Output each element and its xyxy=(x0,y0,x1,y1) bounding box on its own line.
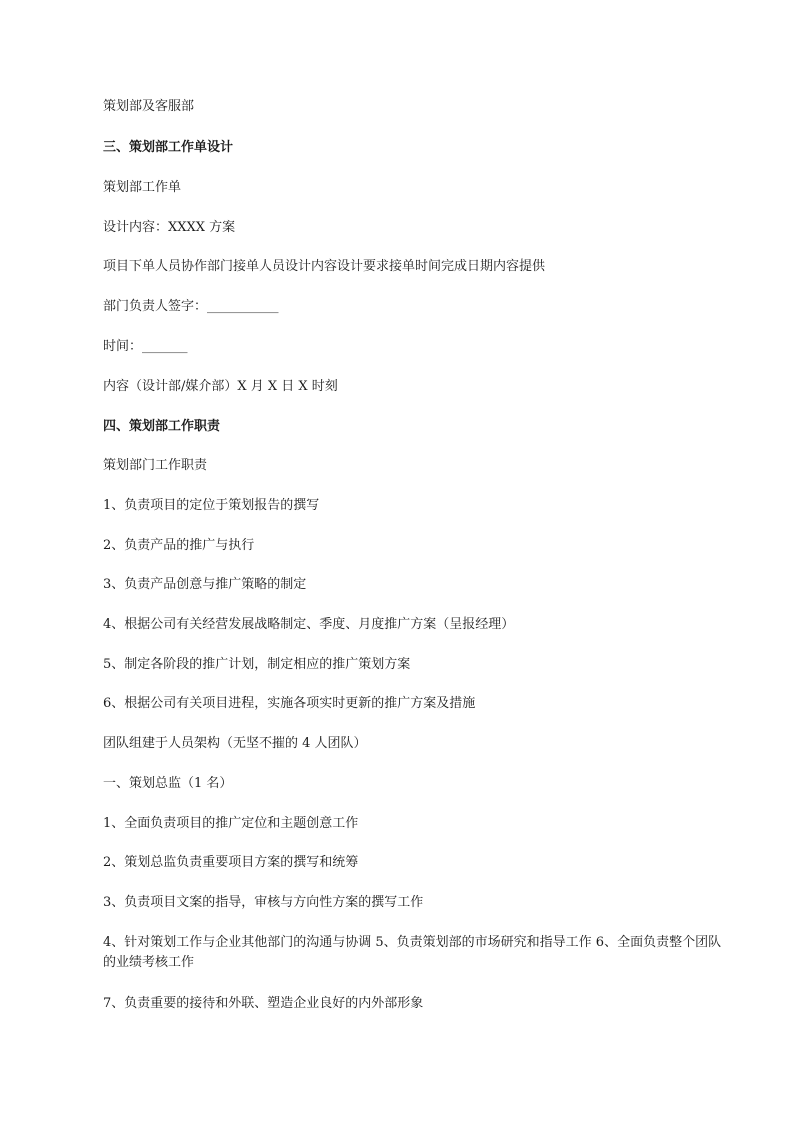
time-line: 时间：_______ xyxy=(103,339,188,354)
heading-duties: 四、策划部工作职责 xyxy=(103,419,221,434)
duty-item-1: 1、负责项目的定位于策划报告的撰写 xyxy=(103,498,320,513)
director-item-1: 1、全面负责项目的推广定位和主题创意工作 xyxy=(103,816,359,831)
worksheet-title: 策划部工作单 xyxy=(103,180,182,195)
duty-item-4: 4、根据公司有关经营发展战略制定、季度、月度推广方案（呈报经理） xyxy=(103,617,515,632)
duty-item-5: 5、制定各阶段的推广计划，制定相应的推广策划方案 xyxy=(103,657,411,672)
director-item-7: 7、负责重要的接待和外联、塑造企业良好的内外部形象 xyxy=(103,996,424,1011)
duty-item-6: 6、根据公司有关项目进程，实施各项实时更新的推广方案及措施 xyxy=(103,696,476,711)
duties-subtitle: 策划部门工作职责 xyxy=(103,458,208,473)
director-item-3: 3、负责项目文案的指导，审核与方向性方案的撰写工作 xyxy=(103,895,424,910)
heading-worksheet-design: 三、策划部工作单设计 xyxy=(103,140,234,155)
section-heading-text: 策划部及客服部 xyxy=(103,99,195,114)
director-item-4-6: 4、针对策划工作与企业其他部门的沟通与协调 5、负责策划部的市场研究和指导工作 6、全面负责整个团队的业绩考核工作 xyxy=(103,935,722,970)
duty-item-2: 2、负责产品的推广与执行 xyxy=(103,538,255,553)
team-structure-line: 团队组建于人员架构（无坚不摧的 4 人团队） xyxy=(103,736,367,751)
content-line: 内容（设计部/媒介部）X 月 X 日 X 时刻 xyxy=(103,379,338,394)
worksheet-columns-line: 项目下单人员协作部门接单人员设计内容设计要求接单时间完成日期内容提供 xyxy=(103,259,546,274)
duty-item-3: 3、负责产品创意与推广策略的制定 xyxy=(103,577,307,592)
design-content-line: 设计内容：XXXX 方案 xyxy=(103,220,236,235)
director-item-2: 2、策划总监负责重要项目方案的撰写和统筹 xyxy=(103,855,359,870)
director-heading: 一、策划总监（1 名） xyxy=(103,776,233,791)
manager-signature-line: 部门负责人签字：___________ xyxy=(103,299,279,314)
